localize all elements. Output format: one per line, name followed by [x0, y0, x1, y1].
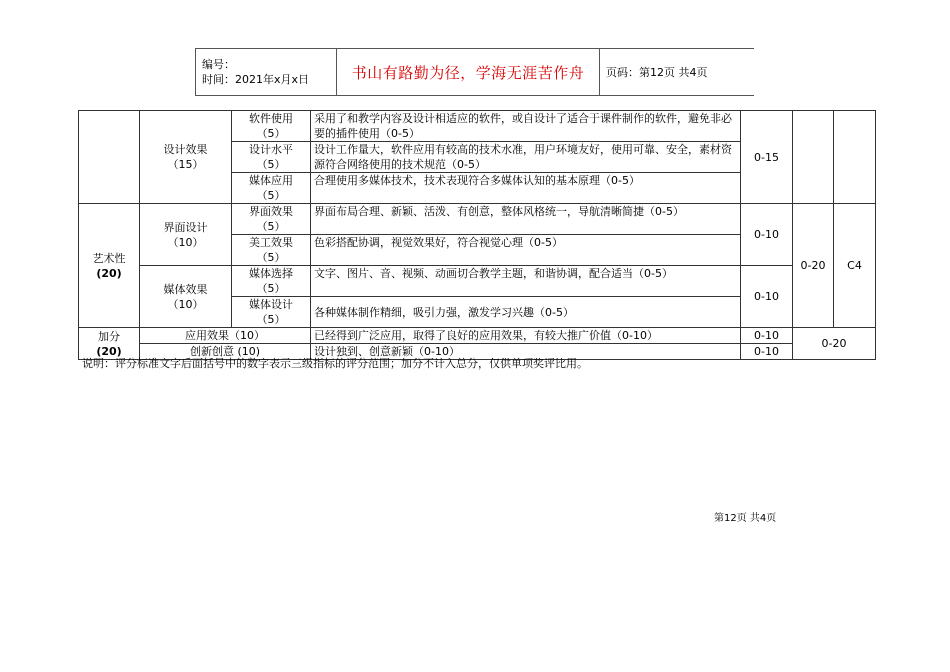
total-range-cell: 0-20 — [793, 204, 834, 328]
item-name: 界面效果 — [249, 205, 293, 218]
group-score: （10） — [167, 297, 204, 311]
item-desc: 设计工作量大，软件应用有较高的技术水准，用户环境友好，使用可靠、安全，素材资源符合网络使用的技术规范（0-5） — [311, 142, 741, 173]
range-cell: 0-15 — [741, 111, 793, 204]
table-row — [79, 111, 876, 142]
item-cell — [232, 111, 311, 142]
number-label: 编号： — [202, 58, 235, 71]
page-footer: 第12页 共4页 — [714, 513, 777, 524]
group-name: 设计效果 — [163, 143, 208, 156]
bonus-item-name: 创新创意 (10) — [140, 344, 311, 360]
category-cell — [79, 204, 140, 328]
range-cell: 0-10 — [741, 204, 793, 266]
range-cell: 0-10 — [741, 266, 793, 328]
total-range-cell: 0-20 — [793, 328, 876, 360]
item-desc: 设计独到、创意新颖（0-10） — [311, 344, 741, 360]
bonus-item-name: 应用效果（10） — [140, 328, 311, 344]
header-meta — [196, 49, 337, 96]
table-note: 说明：评分标准文字后面括号中的数字表示三级指标的评分范围；加分不计入总分，仅供单项奖评比用。 — [82, 357, 588, 370]
item-score: （5） — [256, 158, 286, 171]
item-cell — [232, 142, 311, 173]
table-row — [79, 204, 876, 235]
item-name: 媒体应用 — [249, 174, 293, 187]
group-cell — [140, 266, 232, 328]
empty-cell — [793, 111, 834, 204]
group-name: 媒体效果 — [163, 282, 208, 296]
item-score: （5） — [256, 189, 286, 202]
group-name: 界面设计 — [163, 220, 208, 234]
item-desc: 合理使用多媒体技术，技术表现符合多媒体认知的基本原理（0-5） — [311, 173, 741, 204]
code-cell: C4 — [834, 204, 876, 328]
item-score: （5） — [256, 251, 286, 264]
item-cell — [232, 235, 311, 266]
group-score: （10） — [167, 235, 204, 249]
range-cell: 0-10 — [741, 328, 793, 344]
item-cell — [232, 204, 311, 235]
header-page-label: 页码：第12页 共4页 — [600, 49, 755, 96]
item-desc: 各种媒体制作精细，吸引力强，激发学习兴趣（0-5） — [311, 297, 741, 328]
item-cell — [232, 297, 311, 328]
item-score: （5） — [256, 127, 286, 140]
time-label: 时间：2021年x月x日 — [202, 73, 310, 86]
item-name: 媒体设计 — [249, 298, 293, 311]
item-name: 软件使用 — [249, 112, 293, 125]
item-name: 美工效果 — [249, 236, 293, 249]
category-label: 艺术性 — [92, 251, 126, 265]
group-cell — [140, 111, 232, 204]
item-score: （5） — [256, 220, 286, 233]
group-score: （15） — [167, 158, 204, 171]
item-score: （5） — [256, 313, 286, 326]
item-desc: 采用了和教学内容及设计相适应的软件，或自设计了适合于课件制作的软件，避免非必要的插件使用（0-5） — [311, 111, 741, 142]
category-label: 加分 — [98, 329, 120, 343]
header-motto: 书山有路勤为径，学海无涯苦作舟 — [337, 49, 600, 96]
category-score: (20) — [96, 266, 122, 280]
item-score: （5） — [256, 282, 286, 295]
item-desc: 文字、图片、音、视频、动画切合教学主题，和谐协调，配合适当（0-5） — [311, 266, 741, 297]
group-cell — [140, 204, 232, 266]
item-name: 媒体选择 — [249, 267, 293, 280]
table-row — [79, 328, 876, 344]
item-desc: 已经得到广泛应用，取得了良好的应用效果，有较大推广价值（0-10） — [311, 328, 741, 344]
table-row — [79, 266, 876, 297]
item-name: 设计水平 — [249, 143, 293, 156]
page-header — [195, 48, 754, 96]
scoring-table — [78, 110, 876, 360]
item-cell — [232, 173, 311, 204]
category-score: (20) — [96, 344, 122, 358]
item-desc: 色彩搭配协调，视觉效果好，符合视觉心理（0-5） — [311, 235, 741, 266]
empty-cell — [834, 111, 876, 204]
empty-cell — [79, 111, 140, 204]
range-cell: 0-10 — [741, 344, 793, 360]
item-desc: 界面布局合理、新颖、活泼、有创意，整体风格统一，导航清晰简捷（0-5） — [311, 204, 741, 235]
item-cell — [232, 266, 311, 297]
